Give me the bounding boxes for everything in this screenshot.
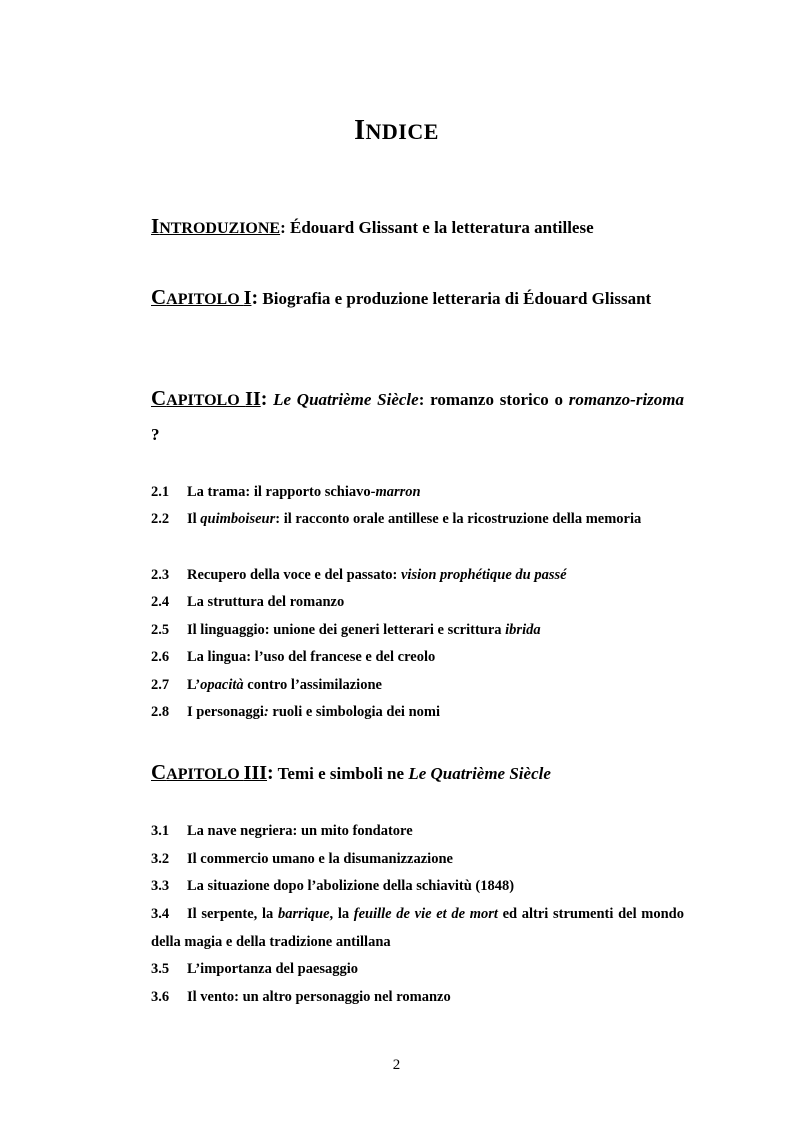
toc-item-3-6[interactable]: 3.6 Il vento: un altro personaggio nel romanzo [151, 989, 451, 1005]
page-title: INDICE [354, 115, 439, 146]
toc-item-2-4[interactable]: 2.4 La struttura del romanzo [151, 594, 345, 610]
toc-item-3-2[interactable]: 3.2 Il commercio umano e la disumanizzazione [151, 851, 453, 867]
chapter1-heading: CAPITOLO I: Biografia e produzione letteraria di Édouard Glissant [151, 285, 652, 309]
intro-label: INTRODUZIONE [151, 214, 281, 238]
page-number: 2 [392, 1057, 401, 1073]
toc-item-3-5[interactable]: 3.5 L’importanza del paesaggio [151, 961, 359, 977]
toc-item-2-3[interactable]: 2.3 Recupero della voce e del passato: vision prophétique du passé [151, 567, 567, 583]
toc-item-2-2[interactable]: 2.2 Il quimboiseur: il racconto orale antillese e la ricostruzione della memoria [151, 511, 642, 527]
chapter3-heading: CAPITOLO III: Temi e simboli ne Le Quatrième Siècle [151, 760, 551, 784]
toc-item-3-3[interactable]: 3.3 La situazione dopo l’abolizione della schiavitù (1848) [151, 878, 515, 894]
intro-heading: INTRODUZIONE: Édouard Glissant e la letteratura antillese [151, 214, 594, 238]
chapter3-label: CAPITOLO III [151, 760, 268, 784]
toc-item-3-1[interactable]: 3.1 La nave negriera: un mito fondatore [151, 823, 413, 839]
toc-item-2-5[interactable]: 2.5 Il linguaggio: unione dei generi letterari e scrittura ibrida [151, 622, 541, 638]
chapter2-label: CAPITOLO II [151, 386, 261, 410]
chapter2-heading: CAPITOLO II: Le Quatrième Siècle: romanzo storico o romanzo-rizoma ? [151, 386, 685, 444]
toc-item-2-1[interactable]: 2.1 La trama: il rapporto schiavo-marron [151, 484, 421, 500]
chapter1-label: CAPITOLO I [151, 285, 252, 309]
toc-item-2-8[interactable]: 2.8 I personaggi: ruoli e simbologia dei nomi [151, 704, 440, 720]
toc-item-2-7[interactable]: 2.7 L’opacità contro l’assimilazione [151, 677, 382, 693]
toc-item-2-6[interactable]: 2.6 La lingua: l’uso del francese e del creolo [151, 649, 436, 665]
toc-item-3-4[interactable]: 3.4 Il serpente, la barrique, la feuille de vie et de mort ed altri strumenti del mondo della magia e della tradizione antillana [151, 906, 684, 950]
